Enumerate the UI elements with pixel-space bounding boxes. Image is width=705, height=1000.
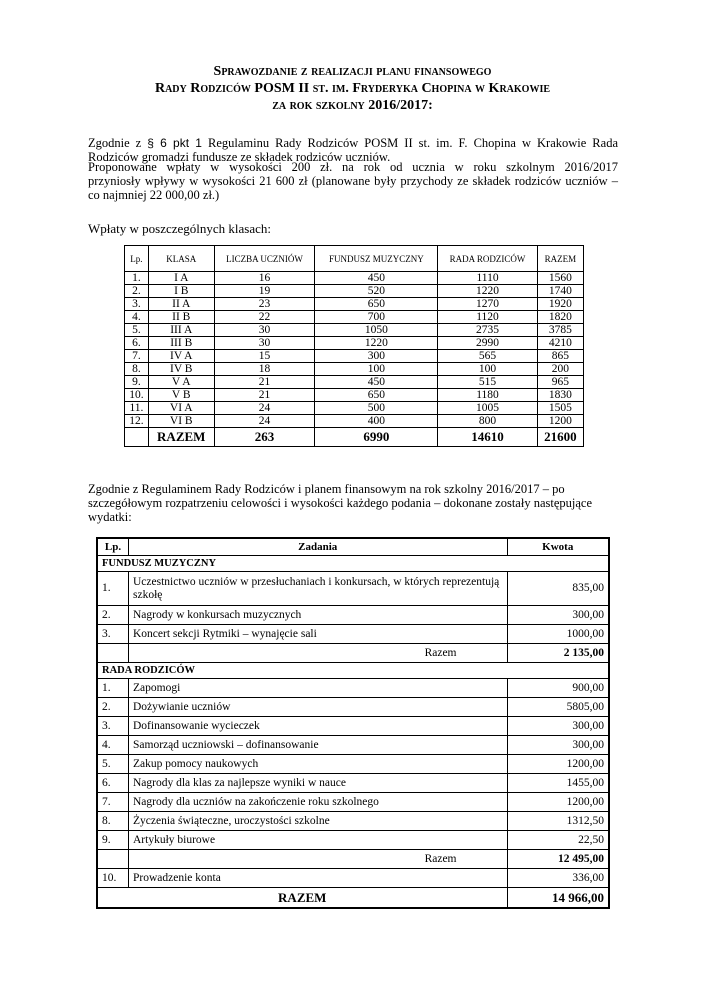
cell-total: 1505 bbox=[537, 402, 583, 415]
header-lp: Lp. bbox=[125, 246, 149, 272]
item-lp: 2. bbox=[97, 698, 129, 717]
payments-label: Wpłaty w poszczególnych klasach: bbox=[88, 221, 272, 236]
cell-students: 24 bbox=[214, 402, 315, 415]
cell-class: II A bbox=[148, 298, 214, 311]
cell-music-fund: 450 bbox=[315, 272, 438, 285]
header-total: RAZEM bbox=[537, 246, 583, 272]
subtotal-row bbox=[97, 644, 609, 663]
cell-lp: 11. bbox=[125, 402, 149, 415]
list-item bbox=[97, 774, 609, 793]
item-lp: 6. bbox=[97, 774, 129, 793]
cell-students: 22 bbox=[214, 311, 315, 324]
cell-music-fund: 300 bbox=[315, 350, 438, 363]
item-task: Zakup pomocy naukowych bbox=[129, 755, 508, 774]
item-lp: 3. bbox=[97, 625, 129, 644]
table-row bbox=[125, 363, 584, 376]
item-amount: 300,00 bbox=[507, 717, 609, 736]
cell-total: 1560 bbox=[537, 272, 583, 285]
cell-class: V B bbox=[148, 389, 214, 402]
cell-students: 21 bbox=[214, 389, 315, 402]
subtotal-value: 12 495,00 bbox=[507, 850, 609, 869]
item-amount: 22,50 bbox=[507, 831, 609, 850]
cell-class: IV A bbox=[148, 350, 214, 363]
cell-class: I A bbox=[148, 272, 214, 285]
report-title-line-3: za rok szkolny 2016/2017: bbox=[272, 98, 433, 113]
item-amount: 336,00 bbox=[507, 869, 609, 888]
item-amount: 1000,00 bbox=[507, 625, 609, 644]
cell-students: 30 bbox=[214, 337, 315, 350]
cell-total: 865 bbox=[537, 350, 583, 363]
header-amount: Kwota bbox=[507, 538, 609, 556]
total-parents-council: 14610 bbox=[438, 428, 537, 447]
header-students: LICZBA UCZNIÓW bbox=[214, 246, 315, 272]
item-amount: 900,00 bbox=[507, 679, 609, 698]
list-item bbox=[97, 793, 609, 812]
item-task: Nagrody dla klas za najlepsze wyniki w nauce bbox=[129, 774, 508, 793]
cell-lp: 1. bbox=[125, 272, 149, 285]
cell-music-fund: 500 bbox=[315, 402, 438, 415]
cell-class: V A bbox=[148, 376, 214, 389]
cell-class: IV B bbox=[148, 363, 214, 376]
cell-music-fund: 400 bbox=[315, 415, 438, 428]
grand-total-value: 14 966,00 bbox=[507, 888, 609, 908]
cell-music-fund: 1050 bbox=[315, 324, 438, 337]
table-row bbox=[125, 376, 584, 389]
section-title-row bbox=[97, 556, 609, 572]
report-title-line-2: Rady Rodziców POSM II st. im. Fryderyka Chopina w Krakowie bbox=[154, 81, 551, 96]
payments-table-header bbox=[125, 246, 584, 272]
subtotal-label: Razem bbox=[129, 850, 508, 869]
empty-cell bbox=[97, 644, 129, 663]
item-task: Dożywianie uczniów bbox=[129, 698, 508, 717]
item-amount: 835,00 bbox=[507, 572, 609, 606]
item-task: Dofinansowanie wycieczek bbox=[129, 717, 508, 736]
cell-students: 19 bbox=[214, 285, 315, 298]
total-total: 21600 bbox=[537, 428, 583, 447]
list-item bbox=[97, 572, 609, 606]
item-lp: 8. bbox=[97, 812, 129, 831]
cell-total: 3785 bbox=[537, 324, 583, 337]
table-row bbox=[125, 350, 584, 363]
cell-class: II B bbox=[148, 311, 214, 324]
cell-music-fund: 520 bbox=[315, 285, 438, 298]
item-task: Zapomogi bbox=[129, 679, 508, 698]
intro-paragraph-1: Zgodnie z § 6 pkt 1 Regulaminu Rady Rodziców POSM II st. im. F. Chopina w Krakowie Rada Rodziców gromadzi fundusze ze składek rodziców uczniów. bbox=[88, 136, 618, 164]
item-amount: 1455,00 bbox=[507, 774, 609, 793]
cell-lp: 6. bbox=[125, 337, 149, 350]
total-music-fund: 6990 bbox=[315, 428, 438, 447]
table-row bbox=[125, 272, 584, 285]
cell-total: 965 bbox=[537, 376, 583, 389]
cell-lp: 12. bbox=[125, 415, 149, 428]
cell-parents-council: 515 bbox=[438, 376, 537, 389]
cell-students: 30 bbox=[214, 324, 315, 337]
cell-parents-council: 1120 bbox=[438, 311, 537, 324]
cell-parents-council: 565 bbox=[438, 350, 537, 363]
item-task: Koncert sekcji Rytmiki – wynajęcie sali bbox=[129, 625, 508, 644]
cell-lp: 4. bbox=[125, 311, 149, 324]
cell-parents-council: 1180 bbox=[438, 389, 537, 402]
header-music-fund: FUNDUSZ MUZYCZNY bbox=[315, 246, 438, 272]
cell-music-fund: 1220 bbox=[315, 337, 438, 350]
subtotal-label: Razem bbox=[129, 644, 508, 663]
cell-music-fund: 100 bbox=[315, 363, 438, 376]
cell-class: III B bbox=[148, 337, 214, 350]
cell-music-fund: 450 bbox=[315, 376, 438, 389]
empty-cell bbox=[97, 850, 129, 869]
cell-total: 4210 bbox=[537, 337, 583, 350]
cell-total: 1200 bbox=[537, 415, 583, 428]
cell-parents-council: 1005 bbox=[438, 402, 537, 415]
cell-total: 1740 bbox=[537, 285, 583, 298]
total-students: 263 bbox=[214, 428, 315, 447]
cell-students: 18 bbox=[214, 363, 315, 376]
item-lp: 2. bbox=[97, 606, 129, 625]
cell-total: 1820 bbox=[537, 311, 583, 324]
table-row bbox=[125, 298, 584, 311]
item-task: Samorząd uczniowski – dofinansowanie bbox=[129, 736, 508, 755]
intro-paragraph-2: Proponowane wpłaty w wysokości 200 zł. na rok od ucznia w roku szkolnym 2016/2017 przyniosły wpływy w wysokości 21 600 zł (planowane były przychody ze składek rodziców uczniów – co najmniej 22 000,00 zł.) bbox=[88, 160, 618, 202]
header-lp: Lp. bbox=[97, 538, 129, 556]
table-row bbox=[125, 324, 584, 337]
item-lp: 1. bbox=[97, 679, 129, 698]
cell-lp: 7. bbox=[125, 350, 149, 363]
cell-class: III A bbox=[148, 324, 214, 337]
item-amount: 1200,00 bbox=[507, 793, 609, 812]
payments-total-row bbox=[125, 428, 584, 447]
cell-students: 15 bbox=[214, 350, 315, 363]
item-lp: 7. bbox=[97, 793, 129, 812]
item-task: Prowadzenie konta bbox=[129, 869, 508, 888]
cell-parents-council: 1220 bbox=[438, 285, 537, 298]
item-amount: 300,00 bbox=[507, 736, 609, 755]
cell-parents-council: 2735 bbox=[438, 324, 537, 337]
item-lp: 1. bbox=[97, 572, 129, 606]
item-amount: 300,00 bbox=[507, 606, 609, 625]
expenses-table-header bbox=[97, 538, 609, 556]
table-row bbox=[125, 337, 584, 350]
list-item bbox=[97, 755, 609, 774]
list-item bbox=[97, 831, 609, 850]
list-item bbox=[97, 869, 609, 888]
cell-students: 23 bbox=[214, 298, 315, 311]
cell-parents-council: 800 bbox=[438, 415, 537, 428]
list-item bbox=[97, 812, 609, 831]
cell-class: I B bbox=[148, 285, 214, 298]
item-lp: 9. bbox=[97, 831, 129, 850]
header-parents-council: RADA RODZICÓW bbox=[438, 246, 537, 272]
item-task: Życzenia świąteczne, uroczystości szkolne bbox=[129, 812, 508, 831]
subtotal-row bbox=[97, 850, 609, 869]
header-class: KLASA bbox=[148, 246, 214, 272]
cell-parents-council: 100 bbox=[438, 363, 537, 376]
header-task: Zadania bbox=[129, 538, 508, 556]
item-task: Artykuły biurowe bbox=[129, 831, 508, 850]
section-title: RADA RODZICÓW bbox=[97, 663, 609, 679]
cell-lp: 5. bbox=[125, 324, 149, 337]
item-amount: 5805,00 bbox=[507, 698, 609, 717]
table-row bbox=[125, 311, 584, 324]
table-row bbox=[125, 389, 584, 402]
cell-class: VI A bbox=[148, 402, 214, 415]
cell-parents-council: 2990 bbox=[438, 337, 537, 350]
table-row bbox=[125, 285, 584, 298]
report-title-line-1: Sprawozdanie z realizacji planu finansowego bbox=[213, 64, 492, 79]
cell-music-fund: 650 bbox=[315, 298, 438, 311]
regulation-reference: § 6 pkt 1 bbox=[147, 136, 202, 150]
cell-lp: 8. bbox=[125, 363, 149, 376]
cell-lp: 10. bbox=[125, 389, 149, 402]
item-lp: 5. bbox=[97, 755, 129, 774]
list-item bbox=[97, 679, 609, 698]
cell-lp: 9. bbox=[125, 376, 149, 389]
table-row bbox=[125, 402, 584, 415]
item-lp: 4. bbox=[97, 736, 129, 755]
list-item bbox=[97, 736, 609, 755]
cell-parents-council: 1110 bbox=[438, 272, 537, 285]
cell-lp: 3. bbox=[125, 298, 149, 311]
list-item bbox=[97, 698, 609, 717]
item-task: Nagrody dla uczniów na zakończenie roku szkolnego bbox=[129, 793, 508, 812]
item-amount: 1200,00 bbox=[507, 755, 609, 774]
list-item bbox=[97, 717, 609, 736]
cell-music-fund: 700 bbox=[315, 311, 438, 324]
item-amount: 1312,50 bbox=[507, 812, 609, 831]
item-task: Nagrody w konkursach muzycznych bbox=[129, 606, 508, 625]
cell-students: 16 bbox=[214, 272, 315, 285]
expenses-intro: Zgodnie z Regulaminem Rady Rodziców i planem finansowym na rok szkolny 2016/2017 – po szczegółowym rozpatrzeniu celowości i wysokości każdego podania – dokonane zostały następujące wydatki: bbox=[88, 482, 592, 524]
grand-total-label: RAZEM bbox=[97, 888, 507, 908]
cell-music-fund: 650 bbox=[315, 389, 438, 402]
item-lp: 10. bbox=[97, 869, 129, 888]
item-task: Uczestnictwo uczniów w przesłuchaniach i konkursach, w których reprezentują szkołę bbox=[129, 572, 508, 606]
total-class: RAZEM bbox=[148, 428, 214, 447]
payments-table bbox=[124, 245, 584, 447]
cell-parents-council: 1270 bbox=[438, 298, 537, 311]
subtotal-value: 2 135,00 bbox=[507, 644, 609, 663]
cell-total: 1830 bbox=[537, 389, 583, 402]
table-row bbox=[125, 415, 584, 428]
cell-total: 200 bbox=[537, 363, 583, 376]
cell-lp: 2. bbox=[125, 285, 149, 298]
expenses-table bbox=[96, 537, 610, 909]
section-title-row bbox=[97, 663, 609, 679]
total-lp bbox=[125, 428, 149, 447]
list-item bbox=[97, 625, 609, 644]
cell-class: VI B bbox=[148, 415, 214, 428]
cell-total: 1920 bbox=[537, 298, 583, 311]
grand-total-row bbox=[97, 888, 609, 908]
item-lp: 3. bbox=[97, 717, 129, 736]
list-item bbox=[97, 606, 609, 625]
section-title: FUNDUSZ MUZYCZNY bbox=[97, 556, 609, 572]
cell-students: 21 bbox=[214, 376, 315, 389]
cell-students: 24 bbox=[214, 415, 315, 428]
